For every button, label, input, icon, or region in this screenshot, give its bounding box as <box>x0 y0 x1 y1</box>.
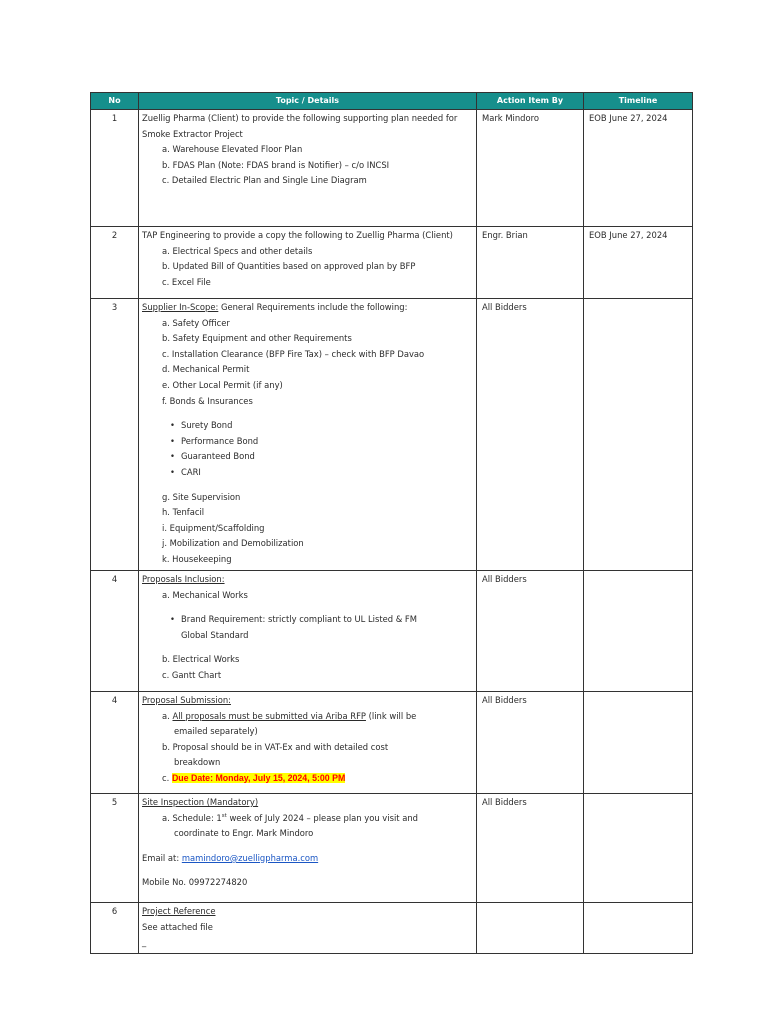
list-item: b. Electrical Works <box>162 654 240 665</box>
trailing-mark: _ <box>142 937 147 948</box>
bullet-item-continued: Global Standard <box>181 629 249 640</box>
due-date: Due Date: Monday, July 15, 2024, 5:00 PM <box>171 772 346 783</box>
topic-cell <box>139 110 477 227</box>
action-by: All Bidders <box>477 692 584 794</box>
email-label: Email at: <box>142 852 182 863</box>
col-header-timeline: Timeline <box>584 93 693 110</box>
action-by: All Bidders <box>477 794 584 903</box>
reference-note: See attached file <box>142 921 213 932</box>
list-item-continued: breakdown <box>174 757 221 768</box>
topic-cell <box>139 903 477 954</box>
list-item: a. Warehouse Elevated Floor Plan <box>162 144 303 155</box>
schedule-text: a. Schedule: 1 <box>162 812 222 823</box>
section-heading: Proposal Submission: <box>142 695 231 705</box>
action-by <box>477 903 584 954</box>
timeline <box>584 903 693 954</box>
row-number: 1 <box>91 110 139 227</box>
mobile-number: Mobile No. 09972274820 <box>142 877 248 888</box>
table-row <box>91 692 693 794</box>
list-item: d. Mechanical Permit <box>162 364 250 375</box>
list-item: b. Updated Bill of Quantities based on approved plan by BFP <box>162 261 416 272</box>
schedule-rest: week of July 2024 – please plan you visit and <box>226 812 418 823</box>
table-row <box>91 227 693 299</box>
list-item: j. Mobilization and Demobilization <box>162 538 304 549</box>
col-header-action-by: Action Item By <box>477 93 584 110</box>
list-item: h. Tenfacil <box>162 507 205 518</box>
list-item: c. Excel File <box>162 276 211 287</box>
col-header-no: No <box>91 93 139 110</box>
row-number: 6 <box>91 903 139 954</box>
topic-cell <box>139 692 477 794</box>
topic-title <box>142 300 472 316</box>
list-item <box>142 811 472 827</box>
list-item <box>142 771 472 787</box>
email-line <box>142 851 472 867</box>
action-items-table <box>90 92 693 954</box>
list-item: c. Installation Clearance (BFP Fire Tax) – check with BFP Davao <box>162 348 425 359</box>
list-item: b. Safety Equipment and other Requirements <box>162 333 352 344</box>
submission-note: All proposals must be submitted via Ariba RFP <box>172 710 366 721</box>
list-item: f. Bonds & Insurances <box>162 395 253 406</box>
row-number: 4 <box>91 692 139 794</box>
row-number: 2 <box>91 227 139 299</box>
topic-cell <box>139 794 477 903</box>
ordinal-suffix: st <box>221 812 227 819</box>
section-heading: Supplier In-Scope: <box>142 302 219 312</box>
action-by: All Bidders <box>477 299 584 571</box>
list-item: k. Housekeeping <box>162 553 232 564</box>
list-item: a. Mechanical Works <box>162 589 248 600</box>
timeline <box>584 299 693 571</box>
action-by: All Bidders <box>477 571 584 692</box>
list-item: i. Equipment/Scaffolding <box>162 522 265 533</box>
topic-title: TAP Engineering to provide a copy the following to Zuellig Pharma (Client) <box>142 230 453 240</box>
list-item: c. Gantt Chart <box>162 669 222 680</box>
bullet-item: • Brand Requirement: strictly compliant to UL Listed & FM <box>142 612 472 628</box>
heading-rest: General Requirements include the following: <box>218 302 408 312</box>
list-item: b. FDAS Plan (Note: FDAS brand is Notifier) – c/o INCSI <box>162 159 390 170</box>
bullet-item: • CARI <box>142 465 472 481</box>
table-row <box>91 110 693 227</box>
topic-title-continued: Smoke Extractor Project <box>142 128 243 139</box>
list-item: e. Other Local Permit (if any) <box>162 379 283 390</box>
section-heading: Proposals Inclusion: <box>142 574 225 584</box>
bullet-item: • Performance Bond <box>142 434 472 450</box>
table-row <box>91 903 693 954</box>
list-item-continued: emailed separately) <box>174 726 258 737</box>
row-number: 3 <box>91 299 139 571</box>
list-item: a. Electrical Specs and other details <box>162 245 313 256</box>
table-row <box>91 299 693 571</box>
bullet-item: • Guaranteed Bond <box>142 449 472 465</box>
col-header-topic: Topic / Details <box>139 93 477 110</box>
topic-cell <box>139 571 477 692</box>
timeline <box>584 692 693 794</box>
topic-cell <box>139 227 477 299</box>
action-by: Mark Mindoro <box>477 110 584 227</box>
list-item: b. Proposal should be in VAT-Ex and with detailed cost <box>162 741 389 752</box>
table-row <box>91 794 693 903</box>
email-link[interactable]: mamindoro@zuelligpharma.com <box>181 852 319 863</box>
table-row <box>91 571 693 692</box>
row-number: 4 <box>91 571 139 692</box>
row-number: 5 <box>91 794 139 903</box>
section-heading: Site Inspection (Mandatory) <box>142 797 259 807</box>
timeline <box>584 794 693 903</box>
topic-cell <box>139 299 477 571</box>
action-by: Engr. Brian <box>477 227 584 299</box>
section-heading: Project Reference <box>142 906 216 916</box>
list-item: c. Detailed Electric Plan and Single Line Diagram <box>162 175 367 186</box>
timeline: EOB June 27, 2024 <box>584 110 693 227</box>
topic-title: Zuellig Pharma (Client) to provide the following supporting plan needed for <box>142 113 458 123</box>
bullet-item: • Surety Bond <box>142 418 472 434</box>
list-item: a. Safety Officer <box>162 317 230 328</box>
list-item-continued: coordinate to Engr. Mark Mindoro <box>174 828 314 839</box>
item-prefix: c. <box>162 772 172 783</box>
timeline <box>584 571 693 692</box>
timeline: EOB June 27, 2024 <box>584 227 693 299</box>
item-rest: (link will be <box>365 710 417 721</box>
list-item: g. Site Supervision <box>162 491 241 502</box>
table-header-row <box>91 93 693 110</box>
list-item <box>142 709 472 725</box>
item-prefix: a. <box>162 710 173 721</box>
